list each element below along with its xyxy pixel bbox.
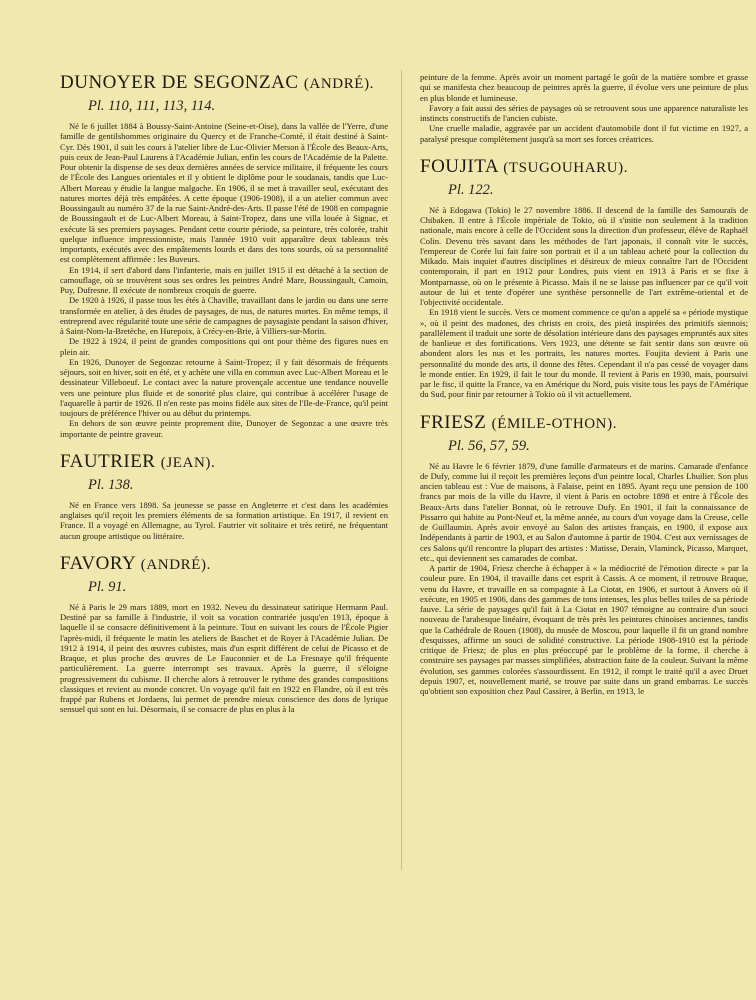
paragraph: Né le 6 juillet 1884 à Boussy-Saint-Antoine (Seine-et-Oise), dans la vallée de l'Yerre, d'une famille de gentilshommes originaire du Quercy et de Franche-Comté, il était destiné à Saint-Cyr. Dès 1901, il suit les cours à l'atelier libre de Luc-Olivier Merson à l'École des Beaux-Arts, puis ceux de Jean-Paul Laurens à l'Académie Julian, enfin les cours de l'Académie de la Palette. Pour obtenir la dispense de ses deux dernières années de service militaire, il fréquente les cours de l'École des Langues orientales et il y obtient le diplôme pour le soudanais, tandis que Luc-Albert Moreau y étudie la langue malgache. En 1906, il se met à travailler seul, exécutant des natures mortes déjà très empâtées. A cette époque (1906-1908), il a un atelier commun avec Boussingault au numéro 37 de la rue Saint-André-des-Arts. Il passe l'été de 1908 en compagnie de Boussingault et de Luc-Albert Moreau, à Saint-Tropez, dans une villa louée à Signac, et exécute là ses premiers paysages. Pendant cette courte période, sa peinture, très colorée, trahit quelque influence impressionniste, mais l'année 1910 voit apparaître deux tableaux très importants, exécutés avec des empâtements lourds et dans des tons sourds, où sa personnalité est complètement affirmée : les Buveurs. — [60, 121, 388, 265]
paragraph: En 1914, il sert d'abord dans l'infanterie, mais en juillet 1915 il est détaché à la section de camouflage, où se trouvèrent sous ses ordres les peintres André Mare, Boussingault, Camoin, Puy, Dufresne. Il exécute de nombreux croquis de guerre. — [60, 264, 388, 295]
paragraph: En 1918 vient le succès. Vers ce moment commence ce qu'on a appelé sa « période mystique », où il peint des madones, des christs en croix, des pietà inspirées des primitifs siennois; parallèlement il traduit une sorte de désolation intérieure dans des paysages empruntés aux sites de banlieue et des fortifications. Vers 1923, une détente se fait sentir dans son œuvre où abondent alors les nus et les portraits, les natures mortes. Foujita devient à Paris une personnalité du monde des arts, il donne des fêtes. Cependant il n'a pas cessé de voyager dans le monde entier. En 1929, il fait le tour du monde. Il revient à Paris en 1930, mais, poursuivi par le fisc, il quitte la France, va en Amérique du Nord, puis visite tous les pays de l'Amérique du Sud, pour finir par retourner à Tokio où il vit actuellement. — [420, 307, 748, 400]
right-column — [420, 72, 748, 708]
entry-heading: FAVORY (ANDRÉ). — [60, 552, 211, 574]
plate-reference: Pl. 110, 111, 113, 114. — [88, 98, 216, 114]
entry-foujita — [420, 156, 748, 400]
entry-favory — [60, 553, 388, 715]
paragraph: En dehors de son œuvre peinte proprement dite, Dunoyer de Segonzac a une œuvre très importante de peintre graveur. — [60, 418, 388, 439]
entry-heading: FRIESZ (ÉMILE-OTHON). — [420, 411, 618, 433]
plate-reference: Pl. 56, 57, 59. — [448, 437, 530, 454]
paragraph: De 1920 à 1926, il passe tous les étés à Chaville, travaillant dans le jardin ou dans une serre transformée en atelier, à des études de paysages, de nus, de natures mortes. En même temps, il entreprend avec régularité toute une série de campagnes de paysagiste pendant la saison d'hiver, à Saint-Nom-la-Bretèche, en Hurepoix, à Crécy-en-Brie, à Villiers-sur-Morin. — [60, 295, 388, 336]
entry-fautrier — [60, 451, 388, 541]
paragraph: En 1926, Dunoyer de Segonzac retourne à Saint-Tropez; il y fait désormais de fréquents séjours, soit en hiver, soit en été, et y achète une villa en commun avec Luc-Albert Moreau et le dessinateur Villeboeuf. Le contact avec la nature provençale accentue une tendance nouvelle vers une peinture plus fluide et de sonorité plus claire, qui contribue à accélérer l'usage de l'aquarelle à partir de 1926. Il n'en reste pas moins fidèle aux sites de l'Ile-de-France, qu'il peint toujours de préférence l'hiver ou au début du printemps. — [60, 356, 388, 418]
entry-segonzac — [60, 72, 388, 439]
entry-heading: DUNOYER DE SEGONZAC (ANDRÉ). — [60, 72, 375, 93]
left-column — [60, 72, 388, 727]
column-divider — [401, 70, 402, 870]
paragraph: De 1922 à 1924, il peint de grandes compositions qui ont pour thème des figures nues en plein air. — [60, 336, 388, 357]
entry-friesz — [420, 412, 748, 697]
plate-reference: Pl. 138. — [88, 476, 134, 493]
paragraph: Favory a fait aussi des séries de paysages où se retrouvent sous une apparence naturaliste les instincts constructifs de l'ancien cubiste. — [420, 102, 748, 123]
plate-reference: Pl. 91. — [88, 578, 127, 595]
paragraph: Une cruelle maladie, aggravée par un accident d'automobile dont il fut victime en 1927, a paralysé presque complètement jusqu'à sa mort ses forces créatrices. — [420, 123, 748, 144]
paragraph: Né au Havre le 6 février 1879, d'une famille d'armateurs et de marins. Camarade d'enfance de Dufy, comme lui il reçoit les premières leçons d'un peintre local, Charles Lhuilier. Son plus ancien tableau est : Vue de maisons, à Falaise, peint en 1895. Ayant reçu une pension de 100 francs par mois de la ville du Havre, il vient à Paris en octobre 1898 et entre à l'École des Beaux-Arts dans l'atelier Bonnat, où le retrouve Dufy. En 1901, il fait la connaissance de Pissarro qui habite au Pont-Neuf et, la même année, au cours d'un voyage dans la Creuse, celle de Guillaumin. Après avoir envoyé au Salon des artistes français, en 1900, il expose aux Indépendants à partir de 1903, et au Salon d'automne à partir de 1904. C'est aux vernissages de ces Salons qu'il rencontre la plupart des artistes : Matisse, Derain, Vlaminck, Picasso, Marquet, etc., qui deviennent ses camarades de combat. — [420, 460, 748, 563]
paragraph: Né à Paris le 29 mars 1889, mort en 1932. Neveu du dessinateur satirique Hermann Paul. Destiné par sa famille à l'industrie, il voit sa vocation contrariée jusqu'en 1913, époque à laquelle il se consacre définitivement à la peinture. Tout en suivant les cours de l'École Pigier l'après-midi, il fréquente le matin les ateliers de Baschet et de Royer à l'Académie Julian. De 1912 à 1914, il peint des œuvres cubistes, mais d'un esprit différent de celui de Picasso et de Braque, et plus proche des œuvres de Le Fauconnier et de La Fresnaye qu'il fréquente particulièrement. La guerre interrompt ses travaux. Après la guerre, il s'éloigne progressivement du cubisme. Il cherche alors à retrouver le rythme des grandes compositions classiques et revient au monde concret. Un voyage qu'il fait en 1922 en Flandre, où il est très frappé par Rubens et Jordaens, lui permet de prendre mieux conscience des dons de lyrique sensuel qui sont en lui. Désormais, il se consacre de plus en plus à la — [60, 601, 388, 715]
plate-reference: Pl. 122. — [448, 181, 494, 198]
paragraph: peinture de la femme. Après avoir un moment partagé le goût de la matière sombre et grasse qui se manifesta chez beaucoup de peintres après la guerre, il évolue vers une peinture de plus en plus blonde et lumineuse. — [420, 72, 748, 103]
entry-favory-continued — [420, 72, 748, 144]
entry-heading: FAUTRIER (JEAN). — [60, 450, 216, 472]
paragraph: Né à Edogawa (Tokio) le 27 novembre 1886. Il descend de la famille des Samouraïs de Chibaken. Il entre à l'École impériale de Tokio, où il s'initie non seulement à la tradition nationale, mais encore à celle de l'Occident sous la direction d'un professeur, élève de Raphaël Colin. Devenu très savant dans les méthodes de l'art japonais, il connaît vite le succès, l'empereur de Corée lui fait faire son portrait et il a un tableau acheté pour la collection du Mikado. Mais inquiet d'autres disciplines et désireux de mieux connaître l'art de l'Occident contemporain, il part en 1912 pour Londres, puis vient en 1913 à Paris et se fixe à Montparnasse, où on le présente à Picasso. Mais il ne se laisse pas influencer par ce qu'il voit autour de lui et tente d'opérer une synthèse personnelle de l'art extrême-oriental et de l'objectivité occidentale. — [420, 204, 748, 307]
paragraph: Né en France vers 1898. Sa jeunesse se passe en Angleterre et c'est dans les académies anglaises qu'il reçoit les premiers éléments de sa formation artistique. En 1917, il revient en France. Il a voyagé en Allemagne, au Tyrol. Fautrier vit solitaire et très retiré, ne fréquentant aucun groupe artistique ou littéraire. — [60, 499, 388, 541]
entry-heading: FOUJITA (TSUGOUHARU). — [420, 155, 629, 177]
paragraph: A partir de 1904, Friesz cherche à échapper à « la médiocrité de l'émotion directe » par la couleur pure. En 1904, il travaille dans cet esprit à Cassis. A ce moment, il retrouve Braque, venu du Havre, et travaille en sa compagnie à La Ciotat, en 1906, et surtout à Anvers où il exécute, en 1905 et 1906, dans des gammes de tons intenses, les plus belles toiles de sa période fauve. La série de paysages qu'il fait à La Ciotat en 1907 témoigne au contraire d'un souci nouveau de l'arabesque linéaire, évoquant de très près les peintures chinoises anciennes, tandis que la Cathédrale de Rouen (1908), du musée de Moscou, pour laquelle il fit un grand nombre d'esquisses, affirme un souci de solidité constructive. La période 1908-1910 est la période critique de Friesz; de plus en plus préoccupé par le problème de la forme, il cherche à construire ses paysages par masses simplifiées, abstraction faite de la couleur. Suivant la même évolution, ses gammes colorées s'assourdissent. En 1912, il rompt le traité qu'il a avec Druet depuis 1907, et, nouvellement marié, se trouve par suite dans un grand embarras. Le succès qu'obtient son exposition chez Paul Cassirer, à Berlin, en 1913, le — [420, 563, 748, 696]
